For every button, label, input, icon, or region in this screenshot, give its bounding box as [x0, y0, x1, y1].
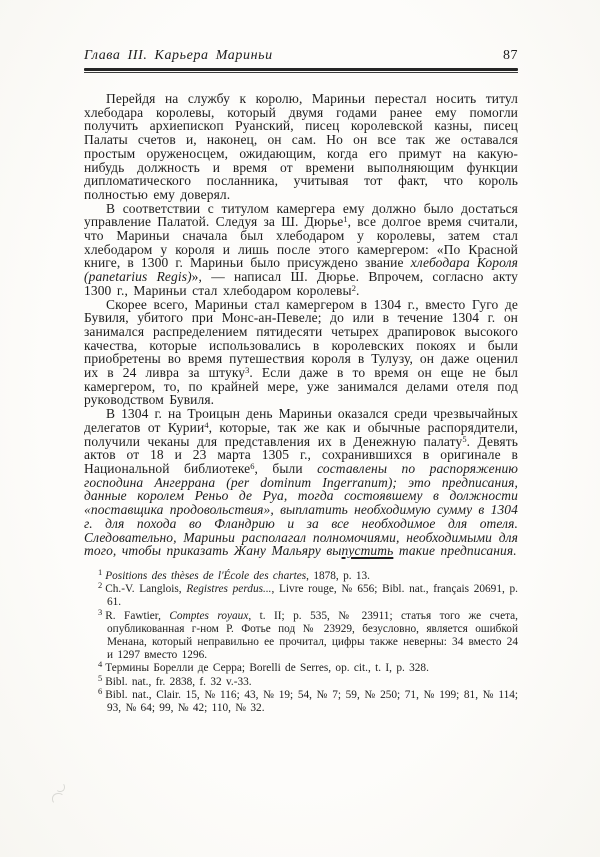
paragraph: В соответствии с титулом камергера ему должно было достаться управление Палатой. Следуя за Ш. Дюрье$^1$, все долгое время считали, что Мариньи сначала был хлебодаром у королевы, затем стал хлебодаром у короля и лишь после этого камергером: «По Красной книге, в 1300 г. Мариньи было присуждено звание хлебодара Короля (panetarius Regis)», — написал Ш. Дюрье. Впрочем, согласно акту 1300 г., Мариньи стал хлебодаром королевы$^2$. [84, 200, 518, 298]
scan-artifact [52, 783, 66, 805]
header-rule-thick [84, 68, 518, 71]
page-number: 87 [503, 48, 518, 63]
footnote-ref: 5 [462, 433, 467, 444]
footnote-marker: 3 [98, 606, 103, 617]
footnote-ref: 2 [351, 282, 356, 293]
footnote-marker: 2 [98, 580, 103, 591]
body-text [84, 92, 518, 558]
header-rule-thin [84, 72, 518, 73]
header-rule [84, 68, 518, 73]
footnote-marker: 6 [98, 685, 103, 696]
footnote-ref: 6 [250, 460, 255, 471]
footnote: $^4$ Термины Борелли де Серра; Borelli de Serres, op. cit., t. I, p. 328. [98, 659, 429, 675]
paragraph: Скорее всего, Мариньи стал камергером в 1304 г., вместо Гуго де Бувиля, убитого при Монс-ан-Певеле; до или в течение 1304 г. он занимался распределением пятидесяти четырех драпировок высокого качества, которые использовались в королевских покоях и были приобретены во время путешествия короля в Тулузу, он даже оценил их в 24 ливра за штуку$^3$. Если даже в то время он еще не был камергером, то, по крайней мере, уже занимался делами отеля под руководством Бувиля. [84, 296, 518, 408]
footnote-ref: 4 [204, 419, 209, 430]
footnote-marker: 1 [98, 566, 103, 577]
footnote-marker: 4 [98, 659, 103, 670]
footnote-ref: 3 [245, 365, 250, 376]
running-head [84, 47, 518, 64]
footnote-marker: 5 [98, 672, 103, 683]
footnotes [84, 566, 518, 715]
footnote: $^3$ R. Fawtier, Comptes royaux, t. II; p. 535, № 23911; статья того же счета, опубликованная г-ном Р. Фотье под № 23929, безусловно, является ошибкой Менана, который неправильно ее прочитал, цифры также неверны: 34 вместо 24 и 1297 вместо 1296. [98, 606, 518, 662]
page-content [84, 47, 518, 715]
footnote: $^5$ Bibl. nat., fr. 2838, f. 32 v.-33. [98, 672, 252, 688]
footnote: $^6$ Bibl. nat., Clair. 15, № 116; 43, № 19; 54, № 7; 59, № 250; 71, № 199; 81, № 114; 93, № 64; 99, № 42; 110, № 32. [98, 685, 518, 714]
footnote: $^2$ Ch.-V. Langlois, Registres perdus..., Livre rouge, № 656; Bibl. nat., français 20691, p. 61. [98, 580, 518, 609]
paragraph: В 1304 г. на Троицын день Мариньи оказался среди чрезвычайных делегатов от Курии$^4$, которые, так же как и обычные распорядители, получили чеканы для представления их в Денежную палату$^5$. Девять актов от 18 и 23 марта 1305 г., сохранившихся в оригинале в Национальной библиотеке$^6$, были составлены по распоряжению господина Ангеррана (per dominum Ingerranum); это предписания, данные королем Реньо де Руа, тогда состоявшему в должности «поставщика продовольствия», выплатить необходимую сумму в 1304 г. для похода во Фландрию и за все необходимое для отеля. Следовательно, Мариньи располагал полномочиями, необходимыми для того, чтобы приказать Жану Мальяру выпустить такие предписания. [84, 406, 518, 559]
footnote: $^1$ Positions des thèses de l'École des chartes, 1878, p. 13. [98, 566, 370, 582]
paragraph: Перейдя на службу к королю, Мариньи перестал носить титул хлебодара королевы, который двумя годами ранее ему помогли получить архиепископ Руанский, писец королевской казны, писец Палаты счетов и, наконец, он сам. Но он все так же оставался простым оруженосцем, ожидающим, когда его примут на какую-нибудь должность и время от времени выполняющим функции дипломатического посланника, учитывая тот факт, что король полностью ему доверял. [84, 91, 518, 202]
footnote-ref: 1 [343, 214, 348, 225]
running-title: Глава III. Карьера Мариньи [84, 48, 273, 63]
